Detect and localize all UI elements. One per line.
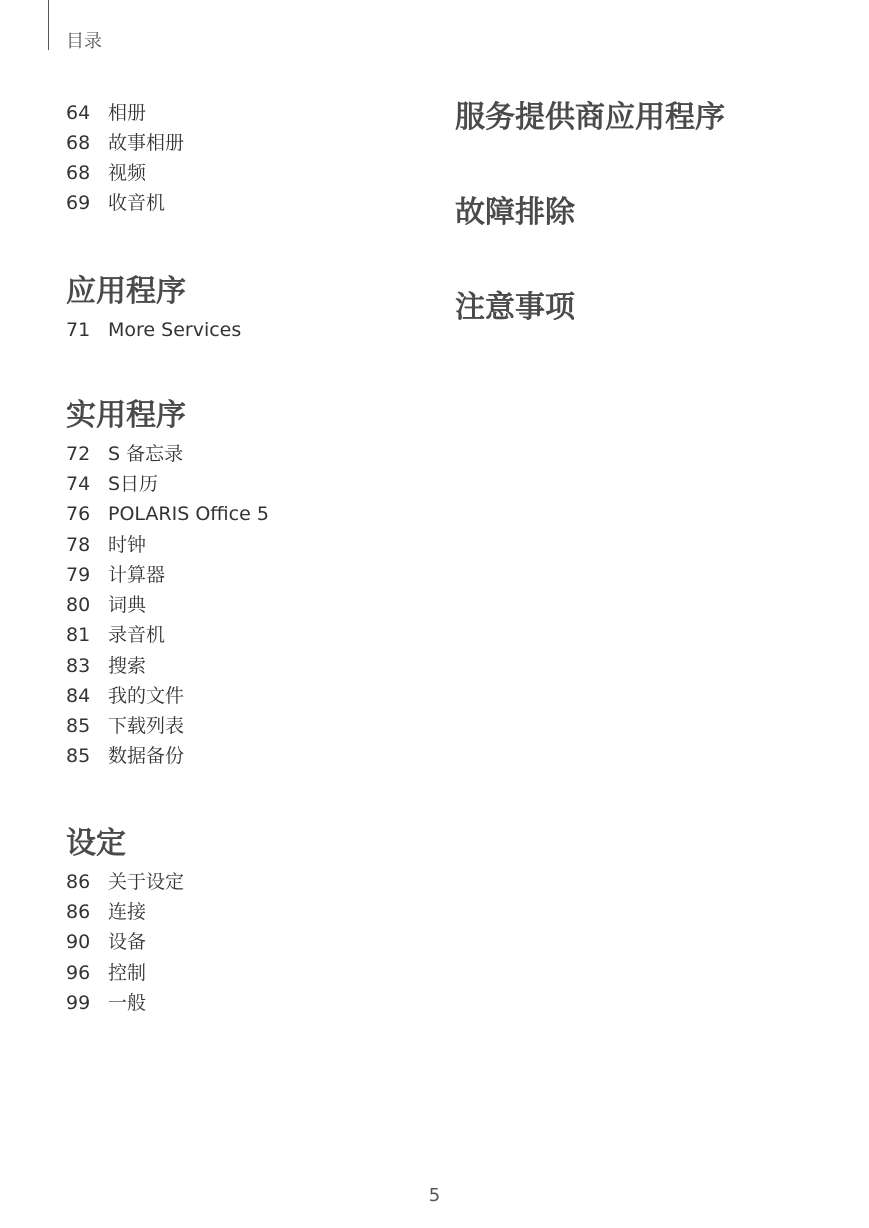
toc-entry[interactable] <box>66 128 184 158</box>
toc-entry-label: 控制 <box>108 962 147 984</box>
toc-entry-label: 一般 <box>108 992 147 1014</box>
toc-entry[interactable] <box>66 98 146 128</box>
toc-entry-page: 85 <box>66 715 91 737</box>
toc-entry-page: 68 <box>66 132 91 154</box>
toc-entry-page: 80 <box>66 594 91 616</box>
toc-entry-label: 计算器 <box>108 564 166 586</box>
toc-entry[interactable] <box>66 867 184 897</box>
section-title-troubleshooting[interactable]: 故障排除 <box>455 195 575 230</box>
toc-entry[interactable] <box>66 620 165 650</box>
toc-entry-label: 收音机 <box>108 192 166 214</box>
toc-entry[interactable] <box>66 469 158 499</box>
toc-entry-page: 99 <box>66 992 91 1014</box>
toc-entry[interactable] <box>66 499 269 529</box>
toc-entry-label: 连接 <box>108 901 147 923</box>
toc-entry-page: 71 <box>66 319 91 341</box>
page-header-title: 目录 <box>66 31 102 52</box>
toc-entry[interactable] <box>66 897 146 927</box>
toc-entry-label: S日历 <box>108 473 159 495</box>
toc-entry-label: 下载列表 <box>108 715 185 737</box>
toc-entry-page: 84 <box>66 685 91 707</box>
toc-entry-label: 设备 <box>108 931 147 953</box>
toc-entry[interactable] <box>66 651 146 681</box>
page-number: 5 <box>428 1185 441 1206</box>
section-title-provider-apps[interactable]: 服务提供商应用程序 <box>455 100 725 135</box>
section-title-precautions[interactable]: 注意事项 <box>455 290 575 325</box>
toc-entry-label: POLARIS Office 5 <box>108 503 269 525</box>
toc-entry[interactable] <box>66 158 146 188</box>
toc-entry[interactable] <box>66 188 165 218</box>
section-title-apps[interactable]: 应用程序 <box>66 274 186 309</box>
toc-entry-page: 81 <box>66 624 91 646</box>
toc-entry-page: 68 <box>66 162 91 184</box>
toc-entry[interactable] <box>66 711 184 741</box>
toc-entry-page: 79 <box>66 564 91 586</box>
toc-entry-label: 词典 <box>108 594 147 616</box>
toc-entry-page: 74 <box>66 473 91 495</box>
toc-entry-label: 视频 <box>108 162 147 184</box>
toc-entry[interactable] <box>66 681 184 711</box>
toc-entry-label: 故事相册 <box>108 132 185 154</box>
header-divider <box>48 0 49 50</box>
toc-entry-label: 相册 <box>108 102 147 124</box>
toc-entry-label: 录音机 <box>108 624 166 646</box>
toc-entry-page: 78 <box>66 534 91 556</box>
section-title-utilities[interactable]: 实用程序 <box>66 398 186 433</box>
toc-entry-page: 96 <box>66 962 91 984</box>
toc-entry-label: 数据备份 <box>108 745 185 767</box>
toc-entry[interactable] <box>66 590 146 620</box>
section-title-settings[interactable]: 设定 <box>66 826 126 861</box>
toc-entry[interactable] <box>66 439 183 469</box>
toc-entry[interactable] <box>66 958 146 988</box>
toc-entry-page: 64 <box>66 102 91 124</box>
toc-entry-label: 关于设定 <box>108 871 185 893</box>
toc-entry-label: S 备忘录 <box>108 443 184 465</box>
toc-entry[interactable] <box>66 530 146 560</box>
toc-entry-page: 86 <box>66 901 91 923</box>
toc-entry-page: 69 <box>66 192 91 214</box>
toc-entry-page: 90 <box>66 931 91 953</box>
toc-entry[interactable] <box>66 988 146 1018</box>
toc-entry-label: 搜索 <box>108 655 147 677</box>
toc-entry[interactable] <box>66 560 165 590</box>
toc-entry-page: 86 <box>66 871 91 893</box>
toc-entry-label: More Services <box>108 319 242 341</box>
toc-entry-label: 我的文件 <box>108 685 185 707</box>
toc-entry-page: 85 <box>66 745 91 767</box>
toc-entry[interactable] <box>66 927 146 957</box>
toc-entry-page: 76 <box>66 503 91 525</box>
toc-entry[interactable] <box>66 741 184 771</box>
toc-entry-page: 83 <box>66 655 91 677</box>
toc-entry-page: 72 <box>66 443 91 465</box>
toc-entry[interactable] <box>66 315 241 345</box>
toc-entry-label: 时钟 <box>108 534 147 556</box>
